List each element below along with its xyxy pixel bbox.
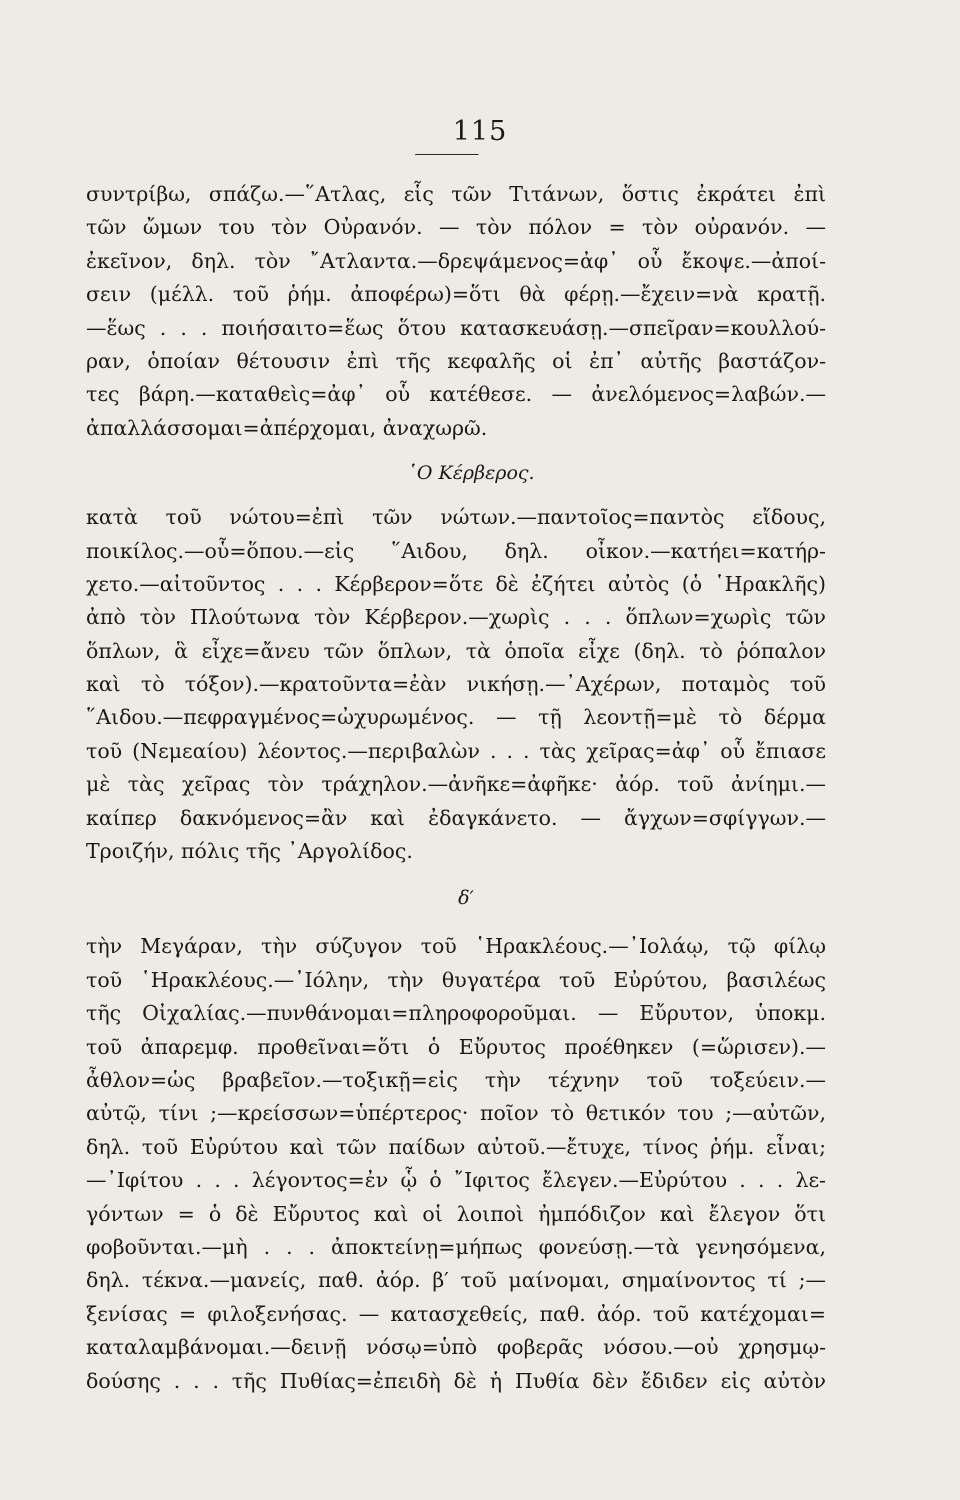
text-line: δηλ. τέκνα.—μανείς, παθ. ἀόρ. β′ τοῦ μαίνομαι, σημαίνοντος τί ;— xyxy=(86,1268,826,1293)
text-line: δηλ. τοῦ Εὐρύτου καὶ τῶν παίδων αὐτοῦ.—ἔτυχε, τίνος ῥήμ. εἶναι; xyxy=(86,1134,826,1159)
text-line: τοῦ ῾Ηρακλέους.—᾿Ιόλην, τὴν θυγατέρα τοῦ Εὐρύτου, βασιλέως xyxy=(86,967,826,992)
page-number-rule xyxy=(415,154,479,156)
text-line: μὲ τὰς χεῖρας τὸν τράχηλον.—ἀνῆκε=ἀφῆκε· ἀόρ. τοῦ ἀνίημι.— xyxy=(86,772,826,797)
text-line: ποικίλος.—οὗ=ὅπου.—εἰς ῞Αιδου, δηλ. οἶκον.—κατήει=κατήρ- xyxy=(86,538,826,563)
text-line: τοῦ (Νεμεαίου) λέοντος.—περιβαλὼν . . . τὰς χεῖρας=ἀφ᾿ οὗ ἔπιασε xyxy=(86,738,826,763)
text-line: —᾿Ιφίτου . . . λέγοντος=ἐν ᾧ ὁ ῎Ιφιτος ἔλεγεν.—Εὐρύτου . . . λε- xyxy=(86,1168,826,1193)
text-line: ἀπαλλάσσομαι=ἀπέρχομαι, ἀναχωρῶ. xyxy=(86,415,488,440)
text-line: τες βάρη.—καταθεὶς=ἀφ᾿ οὗ κατέθεσε. — ἀνελόμενος=λαβών.— xyxy=(86,382,826,407)
text-line: συντρίβω, σπάζω.—῞Ατλας, εἷς τῶν Τιτάνων, ὅστις ἐκράτει ἐπὶ xyxy=(86,182,826,206)
text-line: αὐτῷ, τίνι ;—κρείσσων=ὑπέρτερος· ποῖον τὸ θετικόν του ;—αὐτῶν, xyxy=(86,1101,826,1126)
text-line: ἆθλον=ὡς βραβεῖον.—τοξικῇ=εἰς τὴν τέχνην τοῦ τοξεύειν.— xyxy=(86,1067,826,1092)
text-line: δούσης . . . τῆς Πυθίας=ἐπειδὴ δὲ ἡ Πυθία δὲν ἔδιδεν εἰς αὐτὸν xyxy=(86,1368,826,1393)
text-line: ὅπλων, ἃ εἶχε=ἄνευ τῶν ὅπλων, τὰ ὁποῖα εἶχε (δηλ. τὸ ῥόπαλον xyxy=(86,638,826,663)
section-heading: ῾Ο Κέρβερος. xyxy=(407,462,535,485)
paragraph-2 xyxy=(86,501,826,868)
text-line: ἀπὸ τὸν Πλούτωνα τὸν Κέρβερον.—χωρὶς . . . ὅπλων=χωρὶς τῶν xyxy=(86,605,826,630)
paragraph-1 xyxy=(86,178,826,445)
paragraph-3 xyxy=(86,930,826,1397)
page-number: 115 xyxy=(452,116,508,147)
section-mark: δ′ xyxy=(458,887,474,910)
text-line: γόντων = ὁ δὲ Εὔρυτος καὶ οἱ λοιποὶ ἠμπόδιζον καὶ ἔλεγον ὅτι xyxy=(86,1201,826,1226)
text-line: καὶ τὸ τόξον).—κρατοῦντα=ἐὰν νικήσῃ.—᾿Αχέρων, ποταμὸς τοῦ xyxy=(86,672,826,697)
text-line: —ἕως . . . ποιήσαιτο=ἕως ὅτου κατασκευάσῃ.—σπεῖραν=κουλλού- xyxy=(86,315,826,340)
text-line: τοῦ ἀπαρεμφ. προθεῖναι=ὅτι ὁ Εὔρυτος προέθηκεν (=ὥρισεν).— xyxy=(86,1034,826,1059)
text-line: σειν (μέλλ. τοῦ ῥήμ. ἀποφέρω)=ὅτι θὰ φέρῃ.—ἔχειν=νὰ κρατῇ. xyxy=(86,282,826,307)
text-line: χετο.—αἰτοῦντος . . . Κέρβερον=ὅτε δὲ ἐζήτει αὐτὸς (ὁ ῾Ηρακλῆς) xyxy=(86,571,826,596)
text-line: Τροιζήν, πόλις τῆς ᾿Αργολίδος. xyxy=(86,839,413,864)
text-line: τὴν Μεγάραν, τὴν σύζυγον τοῦ ῾Ηρακλέους.—᾿Ιολάῳ, τῷ φίλῳ xyxy=(86,934,826,959)
body-text xyxy=(86,178,826,1398)
text-line: κατὰ τοῦ νώτου=ἐπὶ τῶν νώτων.—παντοῖος=παντὸς εἴδους, xyxy=(86,505,826,530)
text-line: τῶν ὤμων του τὸν Οὐρανόν. — τὸν πόλον = τὸν οὐρανόν. — xyxy=(86,215,826,240)
text-line: τῆς Οἰχαλίας.—πυνθάνομαι=πληροφοροῦμαι. — Εὔρυτον, ὑποκμ. xyxy=(86,1001,826,1026)
text-line: καίπερ δακνόμενος=ἂν καὶ ἐδαγκάνετο. — ἄγχων=σφίγγων.— xyxy=(86,805,826,830)
text-line: φοβοῦνται.—μὴ . . . ἀποκτείνῃ=μήπως φονεύσῃ.—τὰ γενησόμενα, xyxy=(86,1234,826,1259)
text-line: ξενίσας = φιλοξενήσας. — κατασχεθείς, παθ. ἀόρ. τοῦ κατέχομαι= xyxy=(86,1301,826,1326)
text-line: ἐκεῖνον, δηλ. τὸν ῎Ατλαντα.—δρεψάμενος=ἀφ᾿ οὗ ἔκοψε.—ἀποί- xyxy=(86,248,826,273)
text-line: καταλαμβάνομαι.—δεινῇ νόσῳ=ὑπὸ φοβερᾶς νόσου.—οὐ χρησμῳ- xyxy=(86,1335,826,1360)
text-line: ραν, ὁποίαν θέτουσιν ἐπὶ τῆς κεφαλῆς οἱ ἐπ᾿ αὐτῆς βαστάζον- xyxy=(86,348,826,373)
text-line: ῞Αιδου.—πεφραγμένος=ὠχυρωμένος. — τῇ λεοντῇ=μὲ τὸ δέρμα xyxy=(86,705,826,730)
